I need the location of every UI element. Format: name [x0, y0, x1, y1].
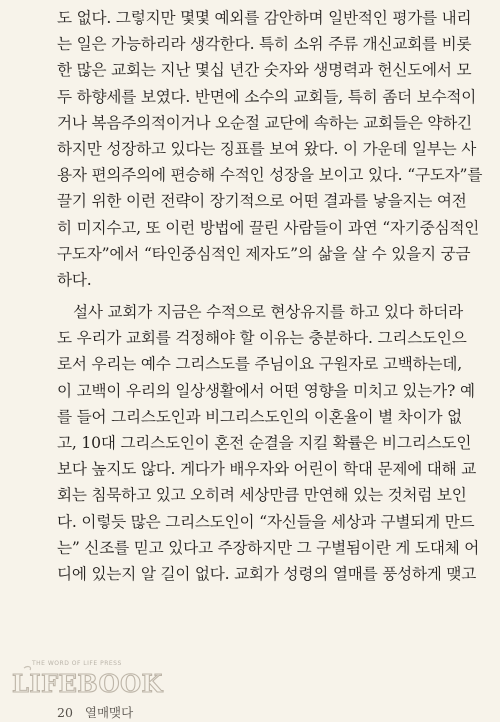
text-line: 디에 있는지 알 길이 없다. 교회가 성령의 열매를 풍성하게 맺고 [57, 564, 477, 583]
text-line: 회는 침묵하고 있고 오히려 세상만큼 만연해 있는 것처럼 보인 [57, 486, 467, 505]
text-line: 고, 10대 그리스도인이 혼전 순결을 지킬 확률은 비그리스도인 [57, 434, 472, 452]
text-line: 한 많은 교회는 지난 몇십 년간 숫자와 생명력과 헌신도에서 모 [57, 61, 472, 80]
text-line: 다. 이렇듯 많은 그리스도인이 “자신들을 세상과 구별되게 만드 [57, 512, 475, 531]
text-line: 거나 복음주의적이거나 오순절 교단에 속하는 교회들은 약하긴 [57, 113, 472, 132]
text-line: 이 고백이 우리의 일상생활에서 어떤 영향을 미치고 있는가? 예 [57, 381, 475, 400]
text-line: 를 들어 그리스도인과 비그리스도인의 이혼율이 별 차이가 없 [57, 407, 462, 426]
text-line: 하다. [57, 270, 92, 289]
text-line: 끌기 위한 이런 전략이 장기적으로 어떤 결과를 낳을지는 여전 [57, 192, 467, 211]
lifebook-logo [10, 666, 163, 698]
text-line: 구도자”에서 “타인중심적인 제자도”의 삶을 살 수 있을지 궁금 [57, 244, 471, 263]
text-line: 설사 교회가 지금은 수적으로 현상유지를 하고 있다 하더라 [73, 303, 464, 322]
text-line: 도 우리가 교회를 걱정해야 할 이유는 충분하다. 그리스도인으 [57, 329, 467, 348]
page-number: 20 [57, 705, 73, 720]
text-line: 두 하향세를 보였다. 반면에 소수의 교회들, 특히 좀더 보수적이 [57, 87, 477, 106]
publisher-watermark [10, 660, 163, 704]
page-footer [57, 703, 133, 721]
text-line: 도 없다. 그렇지만 몇몇 예외를 감안하며 일반적인 평가를 내리 [57, 9, 472, 27]
text-line: 히 미지수고, 또 이런 방법에 끌린 사람들이 과연 “자기중심적인 [57, 218, 480, 237]
svg-text:LIFEBOOK: LIFEBOOK [12, 669, 163, 698]
text-line: 는” 신조를 믿고 있다고 주장하지만 그 구별됨이란 게 도대체 어 [57, 538, 480, 557]
running-title: 열매맺다 [84, 705, 134, 720]
text-line: 하지만 성장하고 있다는 징표를 보여 왔다. 이 가운데 일부는 사 [57, 139, 477, 158]
body-text [57, 5, 483, 587]
text-line: 보다 높지도 않다. 게다가 배우자와 어린이 학대 문제에 대해 교 [57, 460, 477, 479]
text-line: 로서 우리는 예수 그리스도를 주님이요 구원자로 고백하는데, [57, 355, 462, 374]
text-line: 는 일은 가능하리라 생각한다. 특히 소위 주류 개신교회를 비롯 [57, 35, 472, 54]
watermark-tagline: THE WORD OF LIFE PRESS [32, 660, 122, 667]
text-line: 용자 편의주의에 편승해 수적인 성장을 보이고 있다. “구도자”를 [57, 166, 483, 185]
